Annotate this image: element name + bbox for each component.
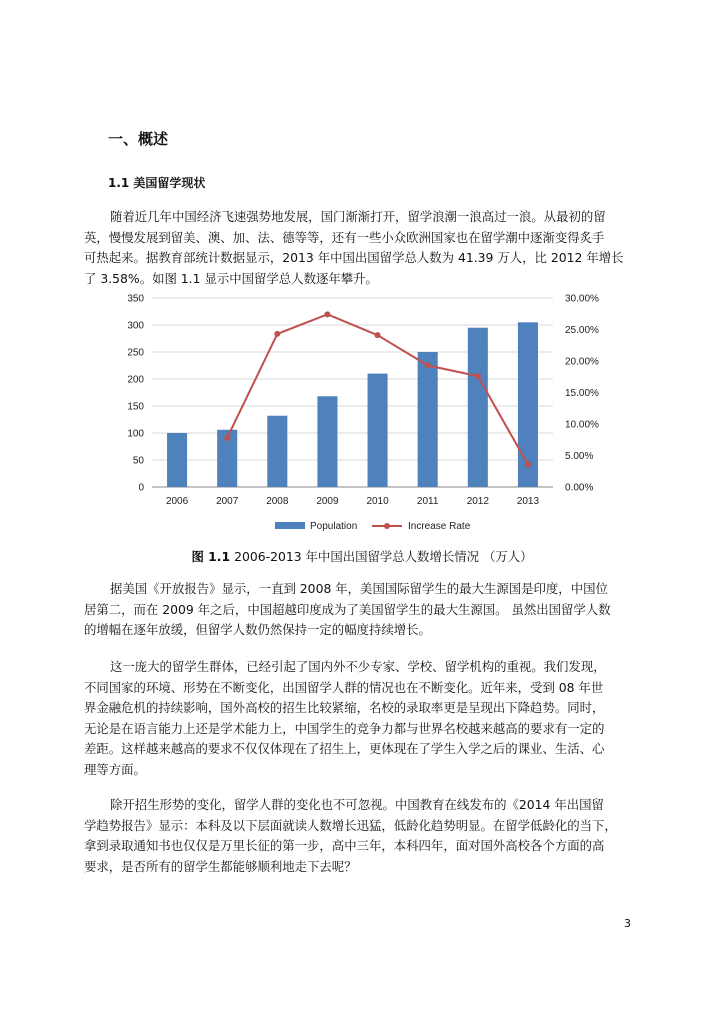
right-tick-label: 10.00% [565,419,599,431]
paragraph-trends [84,657,644,780]
x-tick-label: 2008 [266,496,289,507]
left-tick-label: 250 [127,347,144,359]
right-tick-label: 20.00% [565,356,599,368]
right-tick-label: 15.00% [565,388,599,399]
paragraph-intro [84,207,644,289]
paragraph-younger-students [84,795,644,877]
population-bar [317,396,337,487]
left-axis-ticks [127,294,144,494]
legend-label-rate: Increase Rate [408,521,471,532]
chart-gridlines [152,298,553,487]
x-tick-label: 2011 [416,496,439,507]
population-bar [468,328,488,487]
legend-swatch-population [275,522,305,529]
right-tick-label: 0.00% [565,482,594,494]
population-chart [110,290,610,536]
increase-rate-point [475,373,481,379]
increase-rate-point [324,311,330,317]
figure-label: 图 1.1 [191,549,231,564]
left-tick-label: 150 [127,401,144,413]
paragraph-line: 这一庞大的留学生群体，已经引起了国内外不少专家、学校、留学机构的重视。我们发现， [110,659,606,674]
legend-label-population: Population [310,521,358,532]
paragraph-line: 无论是在语言能力上还是学术能力上，中国学生的竞争力都与世界名校越来越高的要求有一定的 [84,720,605,736]
left-tick-label: 0 [138,482,144,494]
right-tick-label: 5.00% [565,451,594,462]
left-tick-label: 300 [127,320,144,332]
x-tick-label: 2007 [216,496,239,507]
x-axis-ticks [166,496,540,507]
paragraph-line: 除开招生形势的变化，留学人群的变化也不可忽视。中国教育在线发布的《2014 年出国留 [110,797,604,812]
paragraph-line: 学趋势报告》显示：本科及以下层面就读人数增长迅猛，低龄化趋势明显。在留学低龄化的当下， [84,817,617,833]
chart-legend [275,521,471,532]
population-bar [368,374,388,487]
left-tick-label: 100 [127,428,144,440]
paragraph-line: 英，慢慢发展到留美、澳、加、法、德等等，还有一些小众欧洲国家也在留学潮中逐渐变得炙手 [84,229,605,245]
right-tick-label: 30.00% [565,293,599,305]
x-tick-label: 2009 [316,496,339,507]
paragraph-line: 随着近几年中国经济飞速强势地发展，国门渐渐打开，留学浪潮一浪高过一浪。从最初的留 [110,209,606,224]
population-bars [167,322,538,487]
left-tick-label: 350 [127,293,144,305]
paragraph-line: 拿到录取通知书也仅仅是万里长征的第一步，高中三年，本科四年，面对国外高校各个方面的高 [84,838,605,853]
paragraph-line: 要求，是否所有的留学生都能够顺利地走下去呢？ [84,858,357,874]
paragraph-line: 不同国家的环境、形势在不断变化，出国留学人群的情况也在不断变化。近年来，受到 08 年世 [84,679,604,695]
population-bar [267,416,287,487]
increase-rate-point [274,331,280,337]
x-tick-label: 2010 [366,496,389,507]
increase-rate-point [375,332,381,338]
paragraph-line: 理等方面。 [84,761,146,777]
increase-rate-point [525,461,531,467]
paragraph-line: 居第二，而在 2009 年之后，中国超越印度成为了美国留学生的最大生源国。 虽然出国留学人数 [84,601,611,617]
paragraph-line: 差距。这样越来越高的要求不仅仅体现在了招生上，更体现在了学生入学之后的课业、生活、心 [84,741,605,756]
right-axis-ticks [565,294,599,494]
legend-marker-rate [384,523,390,529]
paragraph-open-doors [84,579,644,641]
x-tick-label: 2013 [516,496,540,507]
increase-rate-point [425,362,431,368]
increase-rate-point [224,435,230,441]
right-tick-label: 25.00% [565,325,599,336]
paragraph-line: 据美国《开放报告》显示，一直到 2008 年，美国国际留学生的最大生源国是印度，中国位 [110,581,608,596]
paragraph-line: 界金融危机的持续影响，国外高校的招生比较紧缩，名校的录取率更是呈现出下降趋势。同时， [84,700,605,715]
population-bar [167,433,187,487]
subsection-heading: 1.1 美国留学现状 [108,176,206,190]
x-tick-label: 2012 [466,496,489,507]
left-tick-label: 50 [132,455,144,467]
figure-caption-text: 2006-2013 年中国出国留学总人数增长情况 （万人） [230,549,533,564]
left-tick-label: 200 [127,374,144,386]
population-bar [418,352,438,487]
paragraph-line: 可热起来。据教育部统计数据显示，2013 年中国出国留学总人数为 41.39 万人，比 2012 年增长 [84,250,624,265]
paragraph-line: 的增幅在逐年放缓，但留学人数仍然保持一定的幅度持续增长。 [84,622,431,637]
figure-caption [0,547,724,565]
x-tick-label: 2006 [165,496,189,507]
page-number: 3 [624,917,631,930]
paragraph-line: 了 3.58%。如图 1.1 显示中国留学总人数逐年攀升。 [84,270,378,286]
section-heading: 一、概述 [108,130,169,148]
